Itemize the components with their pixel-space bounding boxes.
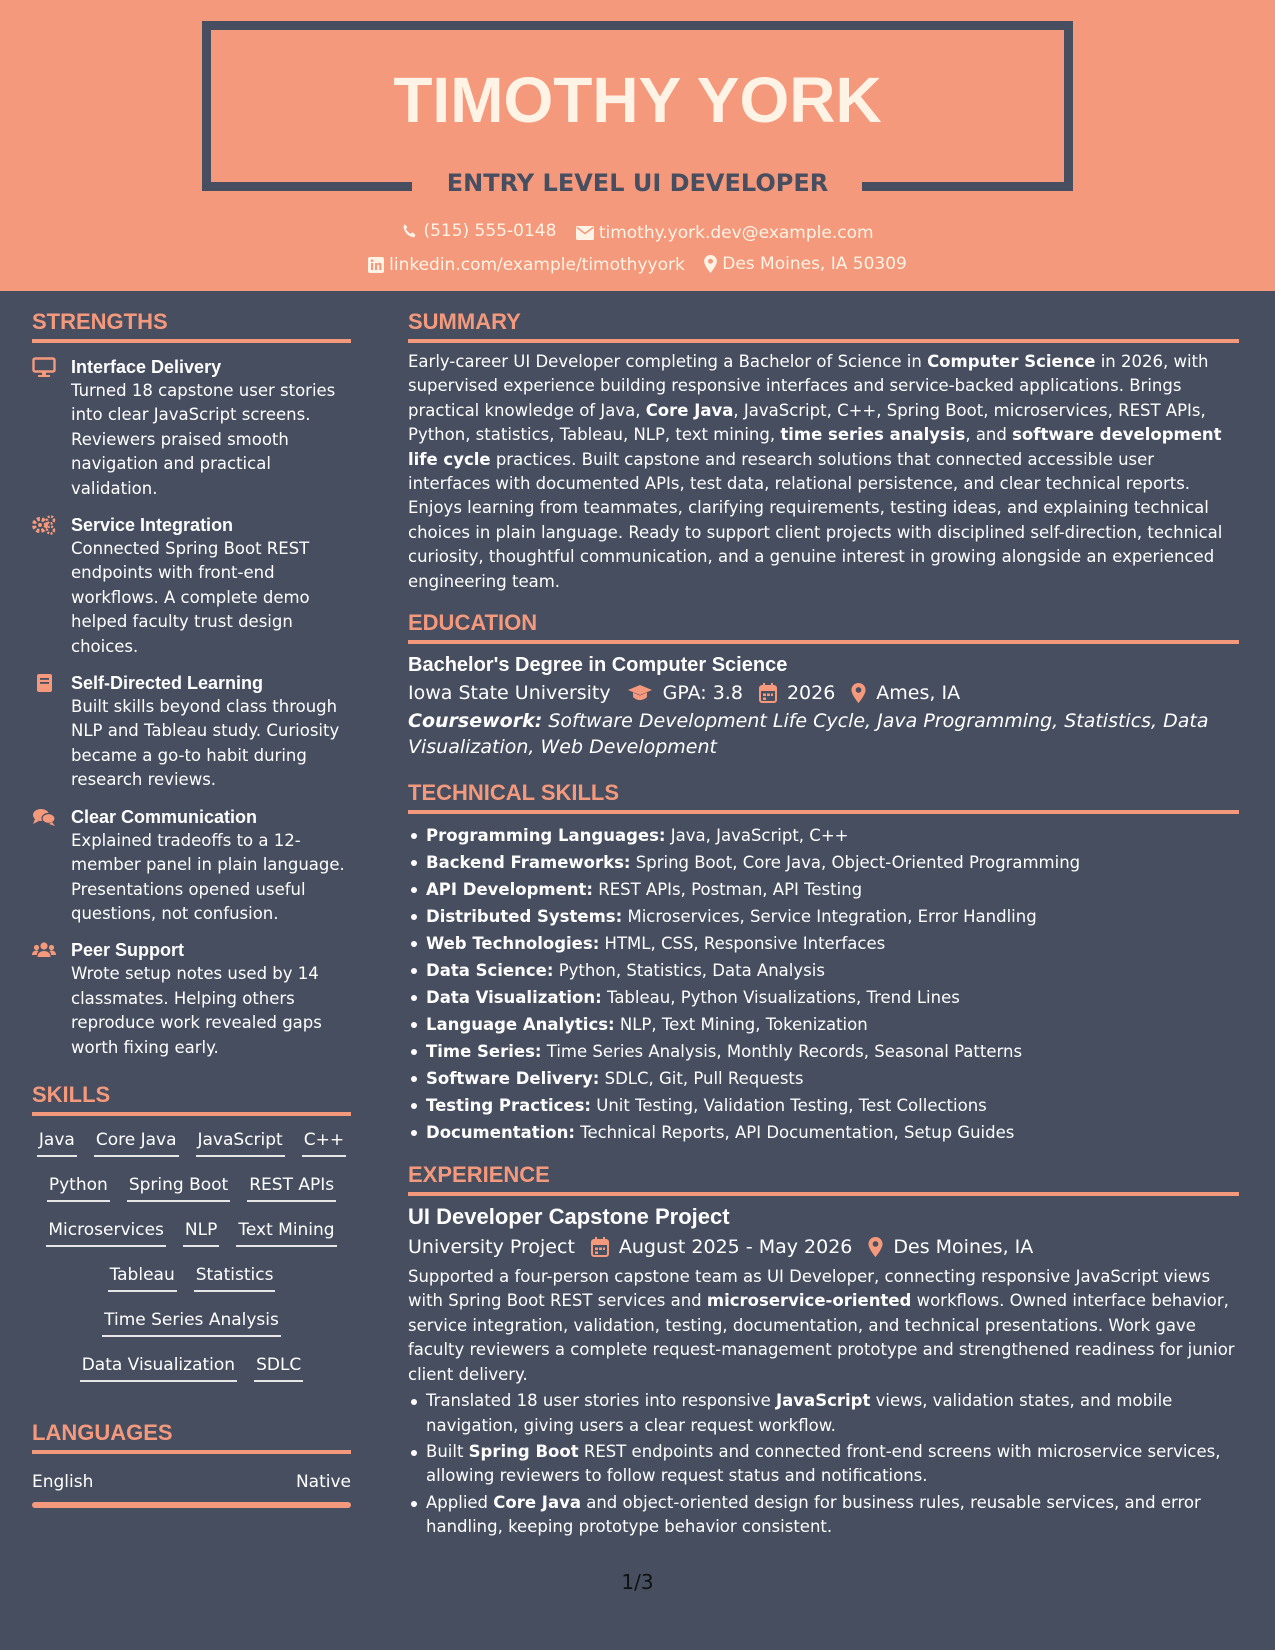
list-item xyxy=(408,1038,1239,1065)
list-item xyxy=(408,1092,1239,1119)
strength-item xyxy=(32,938,351,1060)
strength-description: Wrote setup notes used by 14 classmates. Helping others reproduce work revealed gaps worth fixing early. xyxy=(71,964,322,1057)
list-item xyxy=(408,876,1239,903)
emphasis-text: Spring Boot xyxy=(468,1441,579,1461)
strength-item xyxy=(32,513,351,659)
skill-category: Distributed Systems: xyxy=(426,907,623,927)
skill-values: Python, Statistics, Data Analysis xyxy=(558,961,825,981)
emphasis-text: Core Java xyxy=(645,400,734,420)
skill-tag: Core Java xyxy=(94,1128,179,1157)
coursework-label: Coursework: xyxy=(408,710,543,733)
skill-values: Tableau, Python Visualizations, Trend Lines xyxy=(606,988,960,1008)
list-item xyxy=(408,930,1239,957)
phone-icon xyxy=(401,223,418,240)
skill-values: Time Series Analysis, Monthly Records, Seasonal Patterns xyxy=(546,1042,1023,1062)
experience-bullets xyxy=(408,1389,1239,1539)
emphasis-text: Core Java xyxy=(493,1492,581,1512)
strength-description: Connected Spring Boot REST endpoints with front-end workflows. A complete demo helped faculty trust design choices. xyxy=(71,539,310,656)
skill-tag: Data Visualization xyxy=(80,1353,237,1382)
envelope-icon xyxy=(576,226,594,240)
strength-name: Peer Support xyxy=(71,940,185,961)
right-column xyxy=(408,291,1239,1540)
skill-tag-row xyxy=(32,1263,351,1308)
experience-meta xyxy=(408,1232,1239,1262)
linkedin-text: linkedin.com/example/timothyyork xyxy=(389,255,685,275)
skill-tag-row xyxy=(32,1173,351,1218)
skill-values: SDLC, Git, Pull Requests xyxy=(604,1069,804,1089)
languages-heading: LANGUAGES xyxy=(32,1418,351,1454)
skill-tag: Text Mining xyxy=(236,1218,336,1247)
skill-values: Unit Testing, Validation Testing, Test Collections xyxy=(596,1096,987,1116)
text-segment: Built xyxy=(426,1441,469,1461)
skill-tag: Time Series Analysis xyxy=(102,1308,281,1337)
skill-tag: Java xyxy=(37,1128,77,1157)
strength-name: Self-Directed Learning xyxy=(71,673,264,694)
phone-text: (515) 555-0148 xyxy=(423,221,557,241)
calendar-icon xyxy=(591,1237,609,1257)
skill-category: Documentation: xyxy=(426,1123,575,1143)
contact-line-1 xyxy=(0,219,1275,247)
text-segment: , and xyxy=(965,425,1013,445)
strength-item xyxy=(32,805,351,927)
text-segment: workflows. Owned interface behavior, service integration, validation, testing, documentation, and technical presentations. Work gave faculty reviewers a complete request-management prototype and strengthened readiness for junior client delivery. xyxy=(408,1291,1235,1384)
skill-tag: REST APIs xyxy=(247,1173,336,1202)
skill-tag: Python xyxy=(47,1173,110,1202)
resume-header xyxy=(0,0,1275,291)
list-item xyxy=(408,903,1239,930)
strength-item xyxy=(32,671,351,793)
email-text: timothy.york.dev@example.com xyxy=(598,222,874,243)
email-contact[interactable] xyxy=(576,221,874,245)
text-segment: REST endpoints and connected front-end screens with microservice services, allowing reviewers to follow request status and notifications. xyxy=(426,1441,1221,1486)
skill-values: Technical Reports, API Documentation, Setup Guides xyxy=(580,1123,1015,1143)
skill-tag: SDLC xyxy=(254,1353,303,1382)
experience-heading: EXPERIENCE xyxy=(408,1160,1239,1196)
skill-tag-row xyxy=(32,1218,351,1263)
list-item xyxy=(408,984,1239,1011)
text-segment: Applied xyxy=(426,1492,494,1512)
map-pin-icon xyxy=(851,683,866,703)
skill-category: Web Technologies: xyxy=(426,934,600,954)
skill-tag: NLP xyxy=(183,1218,219,1247)
linkedin-contact[interactable] xyxy=(368,253,685,277)
degree-name: Bachelor's Degree in Computer Science xyxy=(408,654,788,677)
experience-location: Des Moines, IA xyxy=(893,1236,1034,1259)
skill-category: Language Analytics: xyxy=(426,1015,615,1035)
experience-description xyxy=(408,1265,1239,1387)
language-name: English xyxy=(32,1471,94,1492)
skill-category: Backend Frameworks: xyxy=(426,853,631,873)
calendar-icon xyxy=(759,683,777,703)
skill-values: REST APIs, Postman, API Testing xyxy=(598,880,863,900)
skill-values: Java, JavaScript, C++ xyxy=(670,826,849,846)
gears-icon xyxy=(32,515,56,535)
skill-values: Microservices, Service Integration, Error Handling xyxy=(627,907,1037,927)
school-name: Iowa State University xyxy=(408,682,611,705)
skill-tag-row xyxy=(32,1308,351,1353)
skill-tags xyxy=(32,1128,351,1398)
education-meta xyxy=(408,678,1239,708)
education-location: Ames, IA xyxy=(876,682,961,705)
monitor-icon xyxy=(32,357,56,377)
list-item xyxy=(408,957,1239,984)
skill-values: HTML, CSS, Responsive Interfaces xyxy=(604,934,886,954)
location-contact xyxy=(704,252,907,276)
language-proficiency-bar xyxy=(32,1502,351,1508)
job-title: ENTRY LEVEL UI DEVELOPER xyxy=(446,169,829,197)
skill-values: NLP, Text Mining, Tokenization xyxy=(619,1015,868,1035)
language-row xyxy=(32,1470,351,1494)
skill-tag: C++ xyxy=(302,1128,346,1157)
skill-category: Programming Languages: xyxy=(426,826,666,846)
skill-category: Data Science: xyxy=(426,961,554,981)
strength-name: Clear Communication xyxy=(71,806,258,827)
list-item xyxy=(408,1011,1239,1038)
organization: University Project xyxy=(408,1236,575,1259)
map-pin-icon xyxy=(704,255,717,273)
list-item xyxy=(408,849,1239,876)
text-segment: Supported a four-person capstone team as UI Developer, connecting responsive JavaScript views with Spring Boot REST services and xyxy=(408,1267,1211,1311)
page-number: 1/3 xyxy=(621,1570,654,1594)
text-segment: and object-oriented design for business rules, reusable services, and error handling, keeping prototype behavior consistent. xyxy=(426,1492,1201,1537)
skill-tag: Tableau xyxy=(108,1263,177,1292)
skill-values: Spring Boot, Core Java, Object-Oriented Programming xyxy=(635,853,1081,873)
skill-category: Software Delivery: xyxy=(426,1069,600,1089)
skill-category: Data Visualization: xyxy=(426,988,602,1008)
text-segment: Translated 18 user stories into responsive xyxy=(426,1391,777,1411)
location-text: Des Moines, IA 50309 xyxy=(722,254,907,274)
experience-dates: August 2025 - May 2026 xyxy=(618,1236,853,1259)
list-item xyxy=(408,1389,1239,1438)
education-heading: EDUCATION xyxy=(408,608,1239,644)
skill-category: Time Series: xyxy=(426,1042,542,1062)
skill-tag-row xyxy=(32,1128,351,1173)
experience-job-title: UI Developer Capstone Project xyxy=(408,1204,730,1230)
comments-icon xyxy=(32,807,56,827)
skills-heading: SKILLS xyxy=(32,1080,351,1116)
phone-contact[interactable] xyxy=(401,219,556,243)
skill-tag: Microservices xyxy=(46,1218,166,1247)
strength-description: Turned 18 capstone user stories into clear JavaScript screens. Reviewers praised smooth navigation and practical validation. xyxy=(71,381,336,498)
skill-tag: Spring Boot xyxy=(127,1173,230,1202)
strength-name: Service Integration xyxy=(71,515,234,536)
list-item xyxy=(408,1491,1239,1540)
gpa: GPA: 3.8 xyxy=(662,682,743,705)
text-segment: , JavaScript, C++, Spring Boot, microservices, REST APIs, Python, statistics, Tableau, NLP, text mining, xyxy=(408,400,1206,445)
strength-name: Interface Delivery xyxy=(71,357,222,377)
skill-tag: JavaScript xyxy=(196,1128,285,1157)
contact-line-2 xyxy=(0,252,1275,280)
list-item xyxy=(408,1440,1239,1489)
strength-item xyxy=(32,355,351,501)
coursework-list: Software Development Life Cycle, Java Programming, Statistics, Data Visualization, Web Development xyxy=(408,710,1209,759)
strength-description: Built skills beyond class through NLP and Tableau study. Curiosity became a go-to habit during research reviews. xyxy=(71,697,340,790)
left-column xyxy=(32,291,351,1508)
emphasis-text: time series analysis xyxy=(780,425,966,445)
skill-category: Testing Practices: xyxy=(426,1096,591,1116)
skill-category: API Development: xyxy=(426,880,593,900)
summary-heading: SUMMARY xyxy=(408,307,1239,343)
linkedin-icon xyxy=(368,257,384,273)
book-icon xyxy=(32,673,56,693)
skill-tag: Statistics xyxy=(194,1263,276,1292)
graduation-year: 2026 xyxy=(786,682,836,705)
graduation-cap-icon xyxy=(627,684,653,702)
technical-skills-list xyxy=(408,822,1239,1146)
text-segment: Early-career UI Developer completing a Bachelor of Science in xyxy=(408,352,928,371)
text-segment: views, validation states, and mobile navigation, giving users a clear request workflow. xyxy=(426,1391,1173,1435)
map-pin-icon xyxy=(868,1237,883,1257)
emphasis-text: JavaScript xyxy=(776,1391,871,1411)
list-item xyxy=(408,1065,1239,1092)
candidate-name: TIMOTHY YORK xyxy=(393,64,882,136)
coursework xyxy=(408,708,1239,760)
emphasis-text: software development life cycle xyxy=(408,425,1222,469)
list-item xyxy=(408,822,1239,849)
emphasis-text: Computer Science xyxy=(927,352,1096,371)
skill-tag-row xyxy=(32,1353,351,1398)
summary-text xyxy=(408,350,1239,594)
text-segment: in 2026, with supervised experience building responsive interfaces and service-backed applications. Brings practical knowledge of Java, xyxy=(408,352,1209,420)
language-level: Native xyxy=(295,1471,351,1492)
users-icon xyxy=(32,940,56,960)
strength-description: Explained tradeoffs to a 12-member panel in plain language. Presentations opened useful questions, not confusion. xyxy=(71,830,345,923)
emphasis-text: microservice-oriented xyxy=(706,1291,912,1311)
technical-skills-heading: TECHNICAL SKILLS xyxy=(408,778,1239,814)
text-segment: practices. Built capstone and research solutions that connected accessible user interfaces with documented APIs, test data, relational persistence, and clear technical reports. Enjoys learning from teammates, clarifying requirements, testing ideas, and explaining technical choices in plain language. Ready to support client projects with disciplined self-direction, technical curiosity, thoughtful communication, and a genuine interest in growing alongside an experienced engineering team. xyxy=(408,449,1223,591)
strengths-heading: STRENGTHS xyxy=(32,307,351,343)
list-item xyxy=(408,1119,1239,1146)
